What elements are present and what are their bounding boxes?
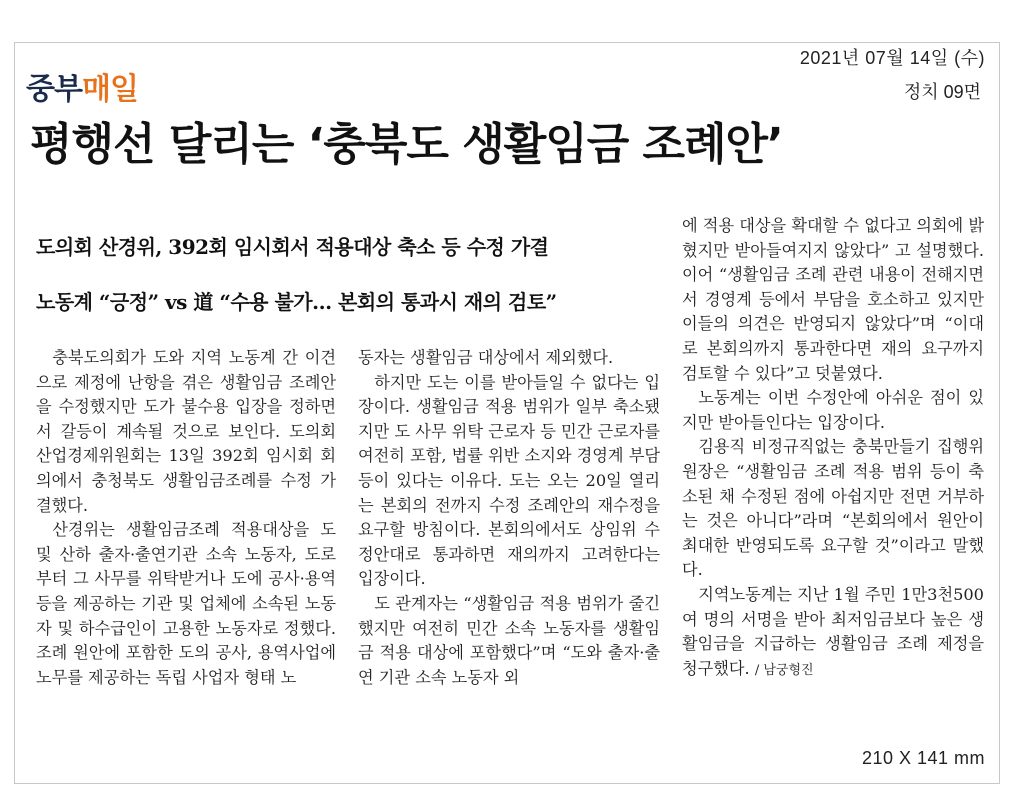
page-section: 정치 09면 xyxy=(903,82,981,102)
paragraph-text: 지역노동계는 지난 1월 주민 1만3천500여 명의 서명을 받아 최저임금보다 높은 생활임금을 지급하는 생활임금 조례 제정을 청구했다. xyxy=(682,584,984,678)
article-column-2 xyxy=(358,346,660,690)
paragraph: 에 적용 대상을 확대할 수 없다고 의회에 밝혔지만 받아들여지지 않았다” 고 설명했다. 이어 “생활임금 조례 관련 내용이 전해지면서 경영계 등에서 부담을 호소하고 있지만 이들의 의견은 반영되지 않았다”며 “이대로 본회의까지 통과한다면 재의 요구까지 검토할 수 있다”고 덧붙였다. xyxy=(682,216,984,383)
paragraph: 동자는 생활임금 대상에서 제외했다. xyxy=(358,348,614,367)
publication-date: 2021년 07월 14일 (수) xyxy=(799,48,985,68)
paragraph: 충북도의회가 도와 지역 노동계 간 이견으로 제정에 난항을 겪은 생활임금 조례안을 수정했지만 도가 불수용 입장을 정하면서 갈등이 계속될 것으로 보인다. 도의회 산업경제위원회는 13일 392회 임시회 회의에서 충청북도 생활임금조례를 수정 가결했다. xyxy=(36,348,336,515)
paragraph: 김용직 비정규직없는 충북만들기 집행위원장은 “생활임금 조례 적용 범위 등이 축소된 채 수정된 점에 아쉽지만 전면 거부하는 것은 아니다”라며 “본회의에서 원안이 최대한 반영되도록 요구할 것”이라고 말했다. xyxy=(682,437,984,580)
article-column-3 xyxy=(682,214,984,683)
logo-main-text: 중부 xyxy=(26,72,82,107)
newspaper-logo xyxy=(26,64,138,108)
byline: / 남궁형진 xyxy=(754,662,814,678)
subheadline-1: 도의회 산경위, 392회 임시회서 적용대상 축소 등 수정 가결 xyxy=(36,235,549,259)
logo-accent-text: 매일 xyxy=(81,72,138,107)
subheadline-2: 노동계 “긍정” vs 道 “수용 불가… 본회의 통과시 재의 검토” xyxy=(36,290,557,314)
clipping-size: 210 X 141 mm xyxy=(861,748,985,768)
paragraph: 노동계는 이번 수정안에 아쉬운 점이 있지만 받아들인다는 입장이다. xyxy=(682,388,984,432)
paragraph: 산경위는 생활임금조례 적용대상을 도 및 산하 출자·출연기관 소속 노동자, 도로부터 그 사무를 위탁받거나 도에 공사·용역 등을 제공하는 기관 및 업체에 소속된 노동자 및 하수급인이 고용한 노동자로 정했다. 조례 원안에 포함한 도의 공사, 용역사업에 노무를 제공하는 독립 사업자 형태 노 xyxy=(36,520,336,687)
article-column-1 xyxy=(36,346,336,690)
article-headline: 평행선 달리는 ‘충북도 생활임금 조례안’ xyxy=(30,119,783,170)
paragraph xyxy=(682,583,984,683)
paragraph: 하지만 도는 이를 받아들일 수 없다는 입장이다. 생활임금 적용 범위가 일부 축소됐지만 도 사무 위탁 근로자 등 민간 근로자를 여전히 포함, 법률 위반 소지와 경영계 부담 등이 있다는 이유다. 도는 오는 20일 열리는 본회의 전까지 수정 조례안의 재수정을 요구할 방침이다. 본회의에서도 상임위 수정안대로 통과하면 재의까지 고려한다는 입장이다. xyxy=(358,372,660,589)
paragraph: 도 관계자는 “생활임금 적용 범위가 줄긴 했지만 여전히 민간 소속 노동자를 생활임금 적용 대상에 포함했다”며 “도와 출자·출연 기관 소속 노동자 외 xyxy=(358,593,660,687)
